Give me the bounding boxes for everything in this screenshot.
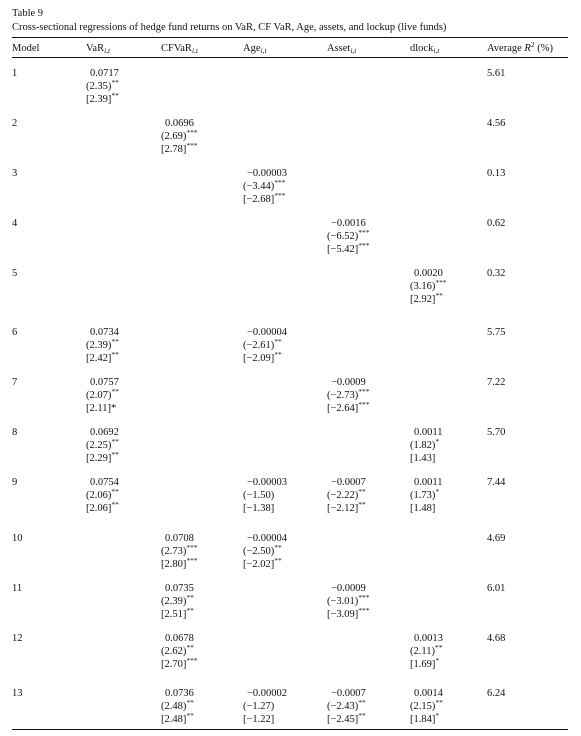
t-stat: (2.39)**	[161, 593, 194, 607]
adjusted-t-stat: [−2.12]**	[327, 500, 366, 514]
bottom-rule	[12, 729, 568, 730]
model-number: 10	[12, 533, 23, 544]
coefficient: 0.0020	[414, 268, 443, 279]
adjusted-t-stat: [−2.09]**	[243, 350, 282, 364]
header-dlock: dlock$_{i,t}$	[410, 43, 440, 55]
coefficient: −0.00004	[247, 533, 288, 544]
coefficient-cell	[86, 326, 119, 365]
model-number: 12	[12, 633, 23, 644]
coefficient-cell	[86, 376, 119, 415]
coefficient-cell	[161, 582, 194, 621]
t-stat: (−2.43)**	[327, 698, 366, 712]
header-cfvar: CFVaR$_{i,t}$	[161, 43, 198, 55]
adjusted-t-stat: [2.48]**	[161, 711, 194, 725]
header-var: VaR$_{i,t}$	[86, 43, 111, 55]
coefficient-cell	[86, 67, 119, 106]
coefficient: 0.0678	[165, 633, 194, 644]
coefficient-cell	[410, 267, 447, 306]
t-stat: (2.35)**	[86, 78, 119, 92]
adjusted-t-stat: [2.80]***	[161, 556, 198, 570]
adjusted-t-stat: [2.39]**	[86, 91, 119, 105]
model-number: 9	[12, 477, 18, 488]
average-r2-value: 4.68	[487, 633, 506, 644]
coefficient: 0.0696	[165, 118, 194, 129]
adjusted-t-stat: [−2.02]**	[243, 556, 282, 570]
coefficient-cell	[327, 476, 366, 515]
adjusted-t-stat: [2.29]**	[86, 450, 119, 464]
header-average-r2: Average $R^2$ (%)	[487, 40, 553, 54]
model-number: 3	[12, 168, 18, 179]
coefficient-cell	[327, 217, 370, 256]
t-stat: (1.73)*	[410, 487, 440, 501]
adjusted-t-stat: [−1.22]	[243, 714, 275, 725]
adjusted-t-stat: [1.84]*	[410, 711, 440, 725]
coefficient-cell	[243, 532, 287, 571]
coefficient-cell	[410, 426, 443, 465]
model-number: 8	[12, 427, 18, 438]
t-stat: (2.39)**	[86, 337, 119, 351]
coefficient-cell	[410, 632, 443, 671]
t-stat: (2.11)**	[410, 643, 443, 657]
average-r2-value: 4.56	[487, 118, 506, 129]
coefficient: −0.0009	[331, 377, 366, 388]
top-rule	[12, 37, 568, 38]
table-number: Table 9	[12, 8, 44, 19]
adjusted-t-stat: [2.06]**	[86, 500, 119, 514]
coefficient: 0.0717	[90, 68, 119, 79]
coefficient: 0.0734	[90, 327, 119, 338]
t-stat: (−2.73)***	[327, 387, 370, 401]
coefficient: 0.0011	[414, 427, 443, 438]
t-stat: (−3.44)***	[243, 178, 286, 192]
coefficient-cell	[161, 532, 198, 571]
header-asset: Asset$_{i,t}$	[327, 43, 357, 55]
t-stat: (2.73)***	[161, 543, 198, 557]
model-number: 7	[12, 377, 18, 388]
t-stat: (2.15)**	[410, 698, 443, 712]
model-number: 6	[12, 327, 18, 338]
coefficient: −0.00003	[247, 477, 288, 488]
t-stat: (−2.50)**	[243, 543, 282, 557]
adjusted-t-stat: [−2.64]***	[327, 400, 370, 414]
average-r2-value: 0.62	[487, 218, 506, 229]
adjusted-t-stat: [2.78]***	[161, 141, 198, 155]
model-number: 13	[12, 688, 23, 699]
coefficient-cell	[410, 687, 443, 726]
t-stat: (2.69)***	[161, 128, 198, 142]
average-r2-value: 7.44	[487, 477, 506, 488]
t-stat: (2.48)**	[161, 698, 194, 712]
average-r2-value: 4.69	[487, 533, 506, 544]
adjusted-t-stat: [2.11]*	[86, 403, 117, 414]
coefficient-cell	[327, 582, 370, 621]
average-r2-value: 5.70	[487, 427, 506, 438]
coefficient-cell	[161, 117, 198, 156]
adjusted-t-stat: [1.69]*	[410, 656, 440, 670]
coefficient: −0.00003	[247, 168, 288, 179]
average-r2-value: 6.24	[487, 688, 506, 699]
average-r2-value: 6.01	[487, 583, 506, 594]
coefficient-cell	[243, 167, 287, 206]
header-age: Age$_{i,t}$	[243, 43, 267, 55]
t-stat: (−1.50)	[243, 490, 275, 501]
coefficient: −0.00002	[247, 688, 288, 699]
coefficient-cell	[243, 687, 287, 726]
coefficient: −0.0009	[331, 583, 366, 594]
coefficient-cell	[410, 476, 443, 515]
coefficient: 0.0736	[165, 688, 194, 699]
adjusted-t-stat: [2.42]**	[86, 350, 119, 364]
coefficient: 0.0754	[90, 477, 119, 488]
coefficient: −0.0016	[331, 218, 366, 229]
t-stat: (2.06)**	[86, 487, 119, 501]
coefficient: 0.0757	[90, 377, 119, 388]
coefficient-cell	[243, 326, 287, 365]
adjusted-t-stat: [−1.38]	[243, 503, 275, 514]
coefficient: 0.0692	[90, 427, 119, 438]
average-r2-value: 7.22	[487, 377, 506, 388]
average-r2-value: 0.32	[487, 268, 506, 279]
coefficient: 0.0013	[414, 633, 443, 644]
adjusted-t-stat: [−5.42]***	[327, 241, 370, 255]
coefficient-cell	[161, 632, 198, 671]
coefficient-cell	[86, 426, 119, 465]
header-model: Model	[12, 43, 40, 54]
coefficient: −0.0007	[331, 477, 366, 488]
adjusted-t-stat: [−2.68]***	[243, 191, 286, 205]
t-stat: (−1.27)	[243, 701, 275, 712]
average-r2-value: 0.13	[487, 168, 506, 179]
t-stat: (−2.22)**	[327, 487, 366, 501]
adjusted-t-stat: [2.70]***	[161, 656, 198, 670]
coefficient: −0.00004	[247, 327, 288, 338]
coefficient-cell	[243, 476, 287, 515]
t-stat: (3.16)***	[410, 278, 447, 292]
average-r2-value: 5.75	[487, 327, 506, 338]
t-stat: (1.82)*	[410, 437, 440, 451]
adjusted-t-stat: [1.48]	[410, 503, 436, 514]
t-stat: (2.62)**	[161, 643, 194, 657]
adjusted-t-stat: [−3.09]***	[327, 606, 370, 620]
coefficient-cell	[327, 376, 370, 415]
adjusted-t-stat: [−2.45]**	[327, 711, 366, 725]
coefficient-cell	[327, 687, 366, 726]
adjusted-t-stat: [1.43]	[410, 453, 436, 464]
t-stat: (2.07)**	[86, 387, 119, 401]
adjusted-t-stat: [2.51]**	[161, 606, 194, 620]
coefficient: 0.0735	[165, 583, 194, 594]
t-stat: (−6.52)***	[327, 228, 370, 242]
table-caption: Cross-sectional regressions of hedge fund returns on VaR, CF VaR, Age, assets, and lockup (live funds)	[12, 22, 447, 33]
t-stat: (−2.61)**	[243, 337, 282, 351]
coefficient: 0.0014	[414, 688, 443, 699]
adjusted-t-stat: [2.92]**	[410, 291, 443, 305]
coefficient: 0.0011	[414, 477, 443, 488]
coefficient: 0.0708	[165, 533, 194, 544]
coefficient-cell	[161, 687, 194, 726]
model-number: 5	[12, 268, 18, 279]
header-rule	[12, 57, 568, 58]
average-r2-value: 5.61	[487, 68, 506, 79]
model-number: 4	[12, 218, 18, 229]
model-number: 1	[12, 68, 18, 79]
model-number: 2	[12, 118, 18, 129]
t-stat: (2.25)**	[86, 437, 119, 451]
t-stat: (−3.01)***	[327, 593, 370, 607]
coefficient: −0.0007	[331, 688, 366, 699]
model-number: 11	[12, 583, 23, 594]
coefficient-cell	[86, 476, 119, 515]
